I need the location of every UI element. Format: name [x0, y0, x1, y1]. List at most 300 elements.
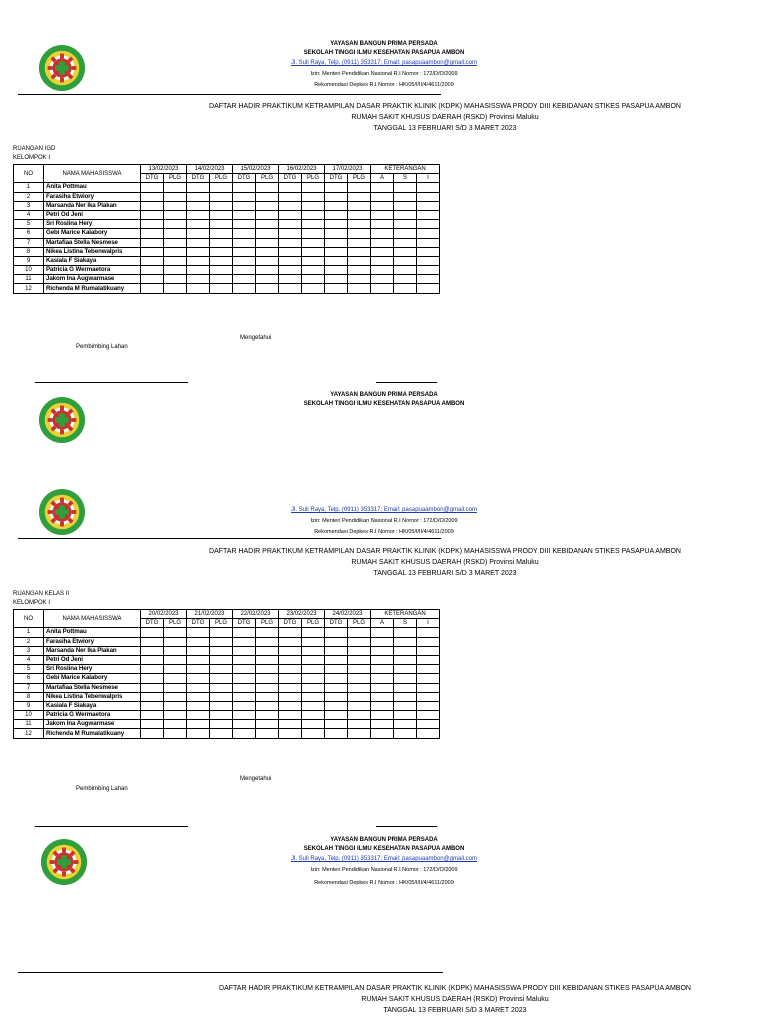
attendance-cell[interactable]: [348, 674, 371, 683]
attendance-cell[interactable]: [371, 683, 394, 692]
attendance-cell[interactable]: [302, 692, 325, 701]
attendance-cell[interactable]: [394, 210, 417, 219]
attendance-cell[interactable]: [233, 201, 256, 210]
attendance-cell[interactable]: [348, 637, 371, 646]
attendance-cell[interactable]: [371, 201, 394, 210]
attendance-cell[interactable]: [279, 256, 302, 265]
attendance-cell[interactable]: [394, 201, 417, 210]
attendance-cell[interactable]: [325, 284, 348, 293]
attendance-cell[interactable]: [394, 701, 417, 710]
attendance-cell[interactable]: [325, 720, 348, 729]
attendance-cell[interactable]: [302, 266, 325, 275]
attendance-cell[interactable]: [187, 711, 210, 720]
attendance-cell[interactable]: [141, 674, 164, 683]
attendance-cell[interactable]: [279, 655, 302, 664]
attendance-cell[interactable]: [187, 210, 210, 219]
attendance-cell[interactable]: [233, 637, 256, 646]
attendance-cell[interactable]: [210, 711, 233, 720]
attendance-cell[interactable]: [302, 275, 325, 284]
attendance-cell[interactable]: [302, 646, 325, 655]
attendance-cell[interactable]: [187, 665, 210, 674]
attendance-cell[interactable]: [141, 729, 164, 738]
attendance-cell[interactable]: [210, 655, 233, 664]
attendance-cell[interactable]: [302, 665, 325, 674]
attendance-cell[interactable]: [371, 220, 394, 229]
attendance-cell[interactable]: [302, 201, 325, 210]
attendance-cell[interactable]: [394, 665, 417, 674]
attendance-cell[interactable]: [187, 637, 210, 646]
attendance-cell[interactable]: [348, 711, 371, 720]
attendance-cell[interactable]: [417, 637, 440, 646]
attendance-cell[interactable]: [187, 729, 210, 738]
attendance-cell[interactable]: [187, 628, 210, 637]
attendance-cell[interactable]: [348, 683, 371, 692]
attendance-cell[interactable]: [141, 266, 164, 275]
attendance-cell[interactable]: [164, 247, 187, 256]
attendance-cell[interactable]: [210, 247, 233, 256]
attendance-cell[interactable]: [233, 720, 256, 729]
attendance-cell[interactable]: [394, 256, 417, 265]
attendance-cell[interactable]: [325, 711, 348, 720]
attendance-cell[interactable]: [417, 665, 440, 674]
attendance-cell[interactable]: [164, 628, 187, 637]
attendance-cell[interactable]: [256, 192, 279, 201]
attendance-cell[interactable]: [141, 220, 164, 229]
attendance-cell[interactable]: [256, 229, 279, 238]
attendance-cell[interactable]: [256, 256, 279, 265]
attendance-cell[interactable]: [371, 692, 394, 701]
attendance-cell[interactable]: [210, 192, 233, 201]
attendance-cell[interactable]: [394, 628, 417, 637]
attendance-cell[interactable]: [164, 683, 187, 692]
attendance-cell[interactable]: [371, 192, 394, 201]
attendance-cell[interactable]: [279, 683, 302, 692]
attendance-cell[interactable]: [279, 665, 302, 674]
attendance-cell[interactable]: [394, 266, 417, 275]
attendance-cell[interactable]: [141, 711, 164, 720]
attendance-cell[interactable]: [394, 637, 417, 646]
attendance-cell[interactable]: [187, 655, 210, 664]
attendance-cell[interactable]: [325, 674, 348, 683]
attendance-cell[interactable]: [210, 183, 233, 192]
attendance-cell[interactable]: [256, 183, 279, 192]
attendance-cell[interactable]: [371, 238, 394, 247]
attendance-cell[interactable]: [302, 674, 325, 683]
attendance-cell[interactable]: [233, 665, 256, 674]
attendance-cell[interactable]: [187, 266, 210, 275]
attendance-cell[interactable]: [325, 655, 348, 664]
attendance-cell[interactable]: [348, 183, 371, 192]
attendance-cell[interactable]: [348, 665, 371, 674]
attendance-cell[interactable]: [233, 655, 256, 664]
attendance-cell[interactable]: [325, 201, 348, 210]
attendance-cell[interactable]: [210, 210, 233, 219]
attendance-cell[interactable]: [141, 238, 164, 247]
attendance-cell[interactable]: [417, 238, 440, 247]
attendance-cell[interactable]: [417, 210, 440, 219]
attendance-cell[interactable]: [141, 256, 164, 265]
attendance-cell[interactable]: [394, 183, 417, 192]
attendance-cell[interactable]: [164, 220, 187, 229]
attendance-cell[interactable]: [279, 266, 302, 275]
attendance-cell[interactable]: [371, 729, 394, 738]
attendance-cell[interactable]: [187, 183, 210, 192]
attendance-cell[interactable]: [394, 284, 417, 293]
attendance-cell[interactable]: [302, 701, 325, 710]
attendance-cell[interactable]: [256, 284, 279, 293]
attendance-cell[interactable]: [187, 220, 210, 229]
attendance-cell[interactable]: [417, 692, 440, 701]
attendance-cell[interactable]: [371, 674, 394, 683]
attendance-cell[interactable]: [256, 655, 279, 664]
attendance-cell[interactable]: [394, 711, 417, 720]
attendance-cell[interactable]: [164, 692, 187, 701]
attendance-cell[interactable]: [256, 701, 279, 710]
attendance-cell[interactable]: [325, 637, 348, 646]
attendance-cell[interactable]: [164, 183, 187, 192]
attendance-cell[interactable]: [233, 701, 256, 710]
attendance-cell[interactable]: [187, 238, 210, 247]
attendance-cell[interactable]: [141, 284, 164, 293]
attendance-cell[interactable]: [210, 665, 233, 674]
attendance-cell[interactable]: [371, 637, 394, 646]
attendance-cell[interactable]: [141, 655, 164, 664]
attendance-cell[interactable]: [348, 284, 371, 293]
attendance-cell[interactable]: [371, 711, 394, 720]
attendance-cell[interactable]: [348, 628, 371, 637]
attendance-cell[interactable]: [141, 201, 164, 210]
attendance-cell[interactable]: [371, 266, 394, 275]
attendance-cell[interactable]: [164, 266, 187, 275]
attendance-cell[interactable]: [325, 220, 348, 229]
attendance-cell[interactable]: [417, 655, 440, 664]
attendance-cell[interactable]: [371, 284, 394, 293]
attendance-cell[interactable]: [187, 256, 210, 265]
attendance-cell[interactable]: [210, 729, 233, 738]
attendance-cell[interactable]: [233, 229, 256, 238]
attendance-cell[interactable]: [141, 247, 164, 256]
attendance-cell[interactable]: [371, 655, 394, 664]
attendance-cell[interactable]: [302, 720, 325, 729]
attendance-cell[interactable]: [394, 655, 417, 664]
attendance-cell[interactable]: [348, 692, 371, 701]
attendance-cell[interactable]: [302, 637, 325, 646]
attendance-cell[interactable]: [417, 720, 440, 729]
attendance-cell[interactable]: [187, 674, 210, 683]
attendance-cell[interactable]: [417, 284, 440, 293]
attendance-cell[interactable]: [256, 247, 279, 256]
school-address-link[interactable]: Jl. Suli Raya, Telp. (0911) 353317; Email: pasapuaambon@gmail.com: [291, 856, 477, 862]
attendance-cell[interactable]: [302, 683, 325, 692]
attendance-cell[interactable]: [210, 275, 233, 284]
attendance-cell[interactable]: [325, 692, 348, 701]
attendance-cell[interactable]: [256, 665, 279, 674]
attendance-cell[interactable]: [417, 275, 440, 284]
attendance-cell[interactable]: [233, 692, 256, 701]
attendance-cell[interactable]: [164, 238, 187, 247]
attendance-cell[interactable]: [371, 275, 394, 284]
attendance-cell[interactable]: [394, 729, 417, 738]
attendance-cell[interactable]: [348, 701, 371, 710]
attendance-cell[interactable]: [279, 720, 302, 729]
attendance-cell[interactable]: [417, 683, 440, 692]
attendance-cell[interactable]: [325, 229, 348, 238]
attendance-cell[interactable]: [371, 210, 394, 219]
attendance-cell[interactable]: [325, 729, 348, 738]
attendance-cell[interactable]: [256, 238, 279, 247]
attendance-cell[interactable]: [210, 238, 233, 247]
attendance-cell[interactable]: [325, 238, 348, 247]
attendance-cell[interactable]: [394, 229, 417, 238]
attendance-cell[interactable]: [210, 256, 233, 265]
attendance-cell[interactable]: [348, 256, 371, 265]
attendance-cell[interactable]: [233, 238, 256, 247]
attendance-cell[interactable]: [210, 284, 233, 293]
attendance-cell[interactable]: [279, 646, 302, 655]
attendance-cell[interactable]: [141, 720, 164, 729]
attendance-cell[interactable]: [256, 720, 279, 729]
attendance-cell[interactable]: [325, 256, 348, 265]
attendance-cell[interactable]: [187, 247, 210, 256]
attendance-cell[interactable]: [210, 266, 233, 275]
attendance-cell[interactable]: [279, 701, 302, 710]
attendance-cell[interactable]: [279, 284, 302, 293]
attendance-cell[interactable]: [256, 210, 279, 219]
attendance-cell[interactable]: [417, 201, 440, 210]
attendance-cell[interactable]: [141, 692, 164, 701]
attendance-cell[interactable]: [417, 256, 440, 265]
attendance-cell[interactable]: [164, 275, 187, 284]
attendance-cell[interactable]: [141, 275, 164, 284]
attendance-cell[interactable]: [233, 674, 256, 683]
attendance-cell[interactable]: [348, 646, 371, 655]
attendance-cell[interactable]: [348, 655, 371, 664]
attendance-cell[interactable]: [187, 692, 210, 701]
attendance-cell[interactable]: [348, 210, 371, 219]
attendance-cell[interactable]: [233, 284, 256, 293]
attendance-cell[interactable]: [164, 711, 187, 720]
attendance-cell[interactable]: [348, 192, 371, 201]
attendance-cell[interactable]: [279, 210, 302, 219]
attendance-cell[interactable]: [141, 210, 164, 219]
attendance-cell[interactable]: [348, 201, 371, 210]
attendance-cell[interactable]: [371, 701, 394, 710]
attendance-cell[interactable]: [164, 655, 187, 664]
attendance-cell[interactable]: [279, 711, 302, 720]
attendance-cell[interactable]: [302, 284, 325, 293]
attendance-cell[interactable]: [279, 628, 302, 637]
attendance-cell[interactable]: [256, 711, 279, 720]
attendance-cell[interactable]: [279, 275, 302, 284]
attendance-cell[interactable]: [279, 183, 302, 192]
attendance-cell[interactable]: [210, 720, 233, 729]
attendance-cell[interactable]: [256, 275, 279, 284]
attendance-cell[interactable]: [187, 229, 210, 238]
attendance-cell[interactable]: [371, 646, 394, 655]
attendance-cell[interactable]: [302, 628, 325, 637]
attendance-cell[interactable]: [164, 201, 187, 210]
attendance-cell[interactable]: [348, 229, 371, 238]
school-address-link[interactable]: Jl. Suli Raya, Telp. (0911) 353317; Email: pasapuaambon@gmail.com: [291, 507, 477, 513]
attendance-cell[interactable]: [279, 637, 302, 646]
attendance-cell[interactable]: [348, 275, 371, 284]
attendance-cell[interactable]: [164, 284, 187, 293]
attendance-cell[interactable]: [417, 701, 440, 710]
attendance-cell[interactable]: [279, 247, 302, 256]
attendance-cell[interactable]: [279, 238, 302, 247]
attendance-cell[interactable]: [325, 183, 348, 192]
attendance-cell[interactable]: [256, 674, 279, 683]
attendance-cell[interactable]: [302, 229, 325, 238]
attendance-cell[interactable]: [164, 637, 187, 646]
attendance-cell[interactable]: [302, 247, 325, 256]
attendance-cell[interactable]: [279, 692, 302, 701]
attendance-cell[interactable]: [394, 674, 417, 683]
attendance-cell[interactable]: [279, 192, 302, 201]
attendance-cell[interactable]: [302, 729, 325, 738]
attendance-cell[interactable]: [279, 229, 302, 238]
attendance-cell[interactable]: [256, 637, 279, 646]
attendance-cell[interactable]: [233, 210, 256, 219]
attendance-cell[interactable]: [164, 229, 187, 238]
attendance-cell[interactable]: [210, 201, 233, 210]
attendance-cell[interactable]: [164, 665, 187, 674]
attendance-cell[interactable]: [210, 628, 233, 637]
attendance-cell[interactable]: [417, 229, 440, 238]
attendance-cell[interactable]: [325, 247, 348, 256]
attendance-cell[interactable]: [302, 192, 325, 201]
attendance-cell[interactable]: [394, 275, 417, 284]
attendance-cell[interactable]: [279, 220, 302, 229]
attendance-cell[interactable]: [371, 229, 394, 238]
attendance-cell[interactable]: [187, 284, 210, 293]
attendance-cell[interactable]: [233, 220, 256, 229]
attendance-cell[interactable]: [210, 674, 233, 683]
attendance-cell[interactable]: [279, 674, 302, 683]
attendance-cell[interactable]: [325, 701, 348, 710]
attendance-cell[interactable]: [325, 266, 348, 275]
attendance-cell[interactable]: [233, 275, 256, 284]
attendance-cell[interactable]: [279, 201, 302, 210]
attendance-cell[interactable]: [325, 646, 348, 655]
attendance-cell[interactable]: [233, 683, 256, 692]
attendance-cell[interactable]: [233, 729, 256, 738]
school-address-link[interactable]: Jl. Suli Raya, Telp. (0911) 353317; Email: pasapuaambon@gmail.com: [291, 60, 477, 66]
attendance-cell[interactable]: [164, 210, 187, 219]
attendance-cell[interactable]: [256, 692, 279, 701]
attendance-cell[interactable]: [325, 665, 348, 674]
attendance-cell[interactable]: [394, 238, 417, 247]
attendance-cell[interactable]: [210, 692, 233, 701]
attendance-cell[interactable]: [394, 692, 417, 701]
attendance-cell[interactable]: [210, 637, 233, 646]
attendance-cell[interactable]: [325, 628, 348, 637]
attendance-cell[interactable]: [325, 192, 348, 201]
attendance-cell[interactable]: [141, 665, 164, 674]
attendance-cell[interactable]: [394, 720, 417, 729]
attendance-cell[interactable]: [233, 192, 256, 201]
attendance-cell[interactable]: [210, 229, 233, 238]
attendance-cell[interactable]: [233, 247, 256, 256]
attendance-cell[interactable]: [325, 210, 348, 219]
attendance-cell[interactable]: [302, 655, 325, 664]
attendance-cell[interactable]: [164, 701, 187, 710]
attendance-cell[interactable]: [256, 201, 279, 210]
attendance-cell[interactable]: [164, 646, 187, 655]
attendance-cell[interactable]: [394, 646, 417, 655]
attendance-cell[interactable]: [394, 683, 417, 692]
attendance-cell[interactable]: [417, 646, 440, 655]
attendance-cell[interactable]: [371, 247, 394, 256]
attendance-cell[interactable]: [233, 266, 256, 275]
attendance-cell[interactable]: [187, 701, 210, 710]
attendance-cell[interactable]: [187, 192, 210, 201]
attendance-cell[interactable]: [233, 628, 256, 637]
attendance-cell[interactable]: [417, 711, 440, 720]
attendance-cell[interactable]: [187, 201, 210, 210]
attendance-cell[interactable]: [164, 729, 187, 738]
attendance-cell[interactable]: [141, 701, 164, 710]
attendance-cell[interactable]: [233, 711, 256, 720]
attendance-cell[interactable]: [325, 275, 348, 284]
attendance-cell[interactable]: [302, 183, 325, 192]
attendance-cell[interactable]: [256, 266, 279, 275]
attendance-cell[interactable]: [394, 247, 417, 256]
attendance-cell[interactable]: [256, 646, 279, 655]
attendance-cell[interactable]: [187, 683, 210, 692]
attendance-cell[interactable]: [141, 229, 164, 238]
attendance-cell[interactable]: [141, 637, 164, 646]
attendance-cell[interactable]: [302, 238, 325, 247]
attendance-cell[interactable]: [417, 628, 440, 637]
attendance-cell[interactable]: [371, 665, 394, 674]
attendance-cell[interactable]: [233, 646, 256, 655]
attendance-cell[interactable]: [302, 711, 325, 720]
attendance-cell[interactable]: [164, 720, 187, 729]
attendance-cell[interactable]: [417, 183, 440, 192]
attendance-cell[interactable]: [256, 220, 279, 229]
attendance-cell[interactable]: [164, 256, 187, 265]
attendance-cell[interactable]: [141, 192, 164, 201]
attendance-cell[interactable]: [210, 646, 233, 655]
attendance-cell[interactable]: [417, 266, 440, 275]
attendance-cell[interactable]: [394, 220, 417, 229]
attendance-cell[interactable]: [348, 247, 371, 256]
attendance-cell[interactable]: [256, 683, 279, 692]
attendance-cell[interactable]: [348, 729, 371, 738]
attendance-cell[interactable]: [187, 646, 210, 655]
attendance-cell[interactable]: [164, 674, 187, 683]
attendance-cell[interactable]: [348, 266, 371, 275]
attendance-cell[interactable]: [302, 256, 325, 265]
attendance-cell[interactable]: [417, 247, 440, 256]
attendance-cell[interactable]: [371, 256, 394, 265]
attendance-cell[interactable]: [187, 720, 210, 729]
attendance-cell[interactable]: [210, 683, 233, 692]
attendance-cell[interactable]: [348, 720, 371, 729]
attendance-cell[interactable]: [141, 646, 164, 655]
attendance-cell[interactable]: [233, 256, 256, 265]
attendance-cell[interactable]: [371, 628, 394, 637]
attendance-cell[interactable]: [325, 683, 348, 692]
attendance-cell[interactable]: [256, 628, 279, 637]
attendance-cell[interactable]: [256, 729, 279, 738]
attendance-cell[interactable]: [371, 183, 394, 192]
attendance-cell[interactable]: [417, 220, 440, 229]
attendance-cell[interactable]: [141, 183, 164, 192]
attendance-cell[interactable]: [348, 238, 371, 247]
attendance-cell[interactable]: [417, 674, 440, 683]
